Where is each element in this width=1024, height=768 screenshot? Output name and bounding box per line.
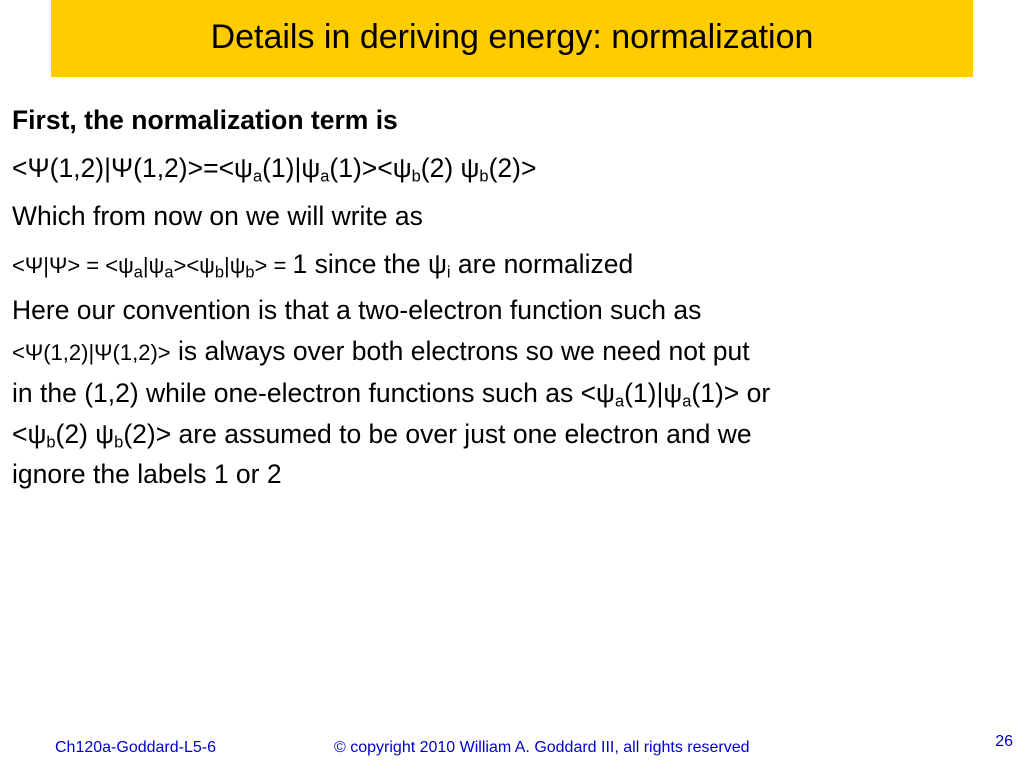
page-number: 26 [995, 733, 1013, 750]
paragraph-text: (2)> are assumed to be over just one electron and we [123, 418, 752, 449]
two-electron-symbol: <Ψ(1,2)|Ψ(1,2)> [12, 339, 171, 365]
eq1-part: (2) ψ [420, 153, 480, 183]
eq1-subscript: a [320, 167, 330, 186]
paragraph-text: is always over both electrons so we need not put [170, 335, 750, 366]
eq2-subscript: i [446, 263, 451, 282]
paragraph-line: Here our convention is that a two-electron function such as [12, 295, 702, 325]
eq1-part: (1)|ψ [262, 153, 321, 183]
paragraph-subscript: b [46, 433, 56, 452]
eq2-part: ><ψ [173, 253, 215, 278]
eq2-subscript: a [164, 263, 174, 282]
eq2-subscript: b [245, 263, 255, 282]
paragraph-line [12, 373, 1012, 414]
eq2-part: > = [254, 253, 293, 278]
paragraph-text: (1)|ψ [624, 378, 683, 408]
eq1-subscript: a [252, 167, 263, 186]
eq1-part: <Ψ(1,2)|Ψ(1,2)>=<ψ [12, 153, 253, 183]
footer-copyright: © copyright 2010 William A. Goddard III, all rights reserved [334, 739, 750, 756]
slide-body [12, 102, 1012, 495]
eq2-part: <Ψ|Ψ> = <ψ [12, 253, 134, 278]
eq2-part: |ψ [224, 253, 246, 278]
paragraph-text: in the (1,2) while one-electron functions such as <ψ [12, 378, 615, 408]
paragraph-line [12, 331, 1012, 374]
notation-intro: Which from now on we will write as [12, 201, 423, 231]
eq1-part: (1)><ψ [329, 153, 412, 183]
eq2-part: are normalized [450, 249, 634, 279]
convention-paragraph [12, 290, 1012, 495]
paragraph-line: ignore the labels 1 or 2 [12, 459, 282, 489]
title-bar [51, 0, 973, 77]
paragraph-subscript: a [682, 392, 692, 411]
paragraph-text: (2) ψ [55, 418, 115, 449]
eq2-subscript: b [214, 263, 224, 282]
paragraph-text: (1)> or [691, 378, 771, 408]
eq1-part: (2)> [488, 153, 537, 183]
paragraph-text: <ψ [12, 418, 47, 449]
eq2-part: 1 since the ψ [292, 249, 447, 279]
paragraph-subscript: a [614, 392, 625, 411]
eq1-subscript: b [479, 167, 489, 186]
eq2-subscript: a [133, 263, 143, 282]
normalization-equation [12, 150, 1012, 186]
short-notation-equation [12, 246, 1012, 284]
paragraph-subscript: b [114, 433, 124, 452]
eq2-part: |ψ [142, 253, 165, 278]
paragraph-line [12, 414, 1012, 455]
footer-course-label: Ch120a-Goddard-L5-6 [55, 739, 216, 756]
eq1-subscript: b [411, 167, 421, 186]
body-heading: First, the normalization term is [12, 105, 398, 135]
slide-title: Details in deriving energy: normalization [210, 17, 814, 56]
